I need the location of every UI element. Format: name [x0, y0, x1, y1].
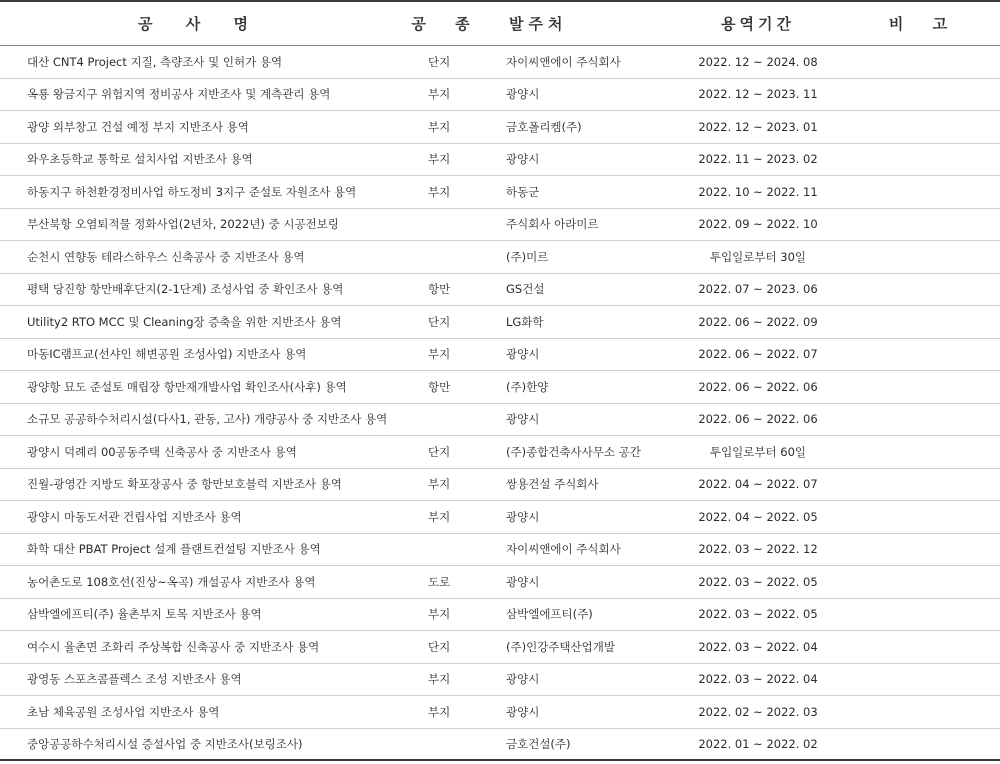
table-body — [0, 46, 1000, 761]
table-row — [0, 176, 1000, 209]
table-row — [0, 241, 1000, 274]
project-name-cell: 와우초등학교 통학로 설치사업 지반조사 용역 — [27, 152, 253, 167]
service-period-cell: 2022. 12 ~ 2024. 08 — [698, 54, 818, 69]
header-client: 발주처 — [509, 15, 568, 33]
work-type-cell: 부지 — [428, 87, 451, 102]
project-name-cell: 소규모 공공하수처리시설(다사1, 관동, 고사) 개량공사 중 지반조사 용역 — [27, 412, 388, 427]
service-period-cell: 2022. 06 ~ 2022. 06 — [698, 379, 818, 394]
client-cell: 광양시 — [506, 509, 540, 524]
client-cell: 광양시 — [506, 87, 540, 102]
client-cell: 광양시 — [506, 347, 540, 362]
service-period-cell: 2022. 02 ~ 2022. 03 — [698, 704, 818, 719]
service-period-cell: 2022. 09 ~ 2022. 10 — [698, 217, 818, 232]
work-type-cell: 단지 — [428, 639, 451, 654]
project-name-cell: 마동IC램프교(선샤인 해변공원 조성사업) 지반조사 용역 — [27, 347, 307, 362]
service-period-cell: 2022. 12 ~ 2023. 01 — [698, 119, 818, 134]
table-row — [0, 79, 1000, 112]
service-period-cell: 2022. 04 ~ 2022. 05 — [698, 509, 818, 524]
client-cell: 삼박엘에프티(주) — [506, 607, 593, 622]
service-period-cell: 2022. 11 ~ 2023. 02 — [698, 152, 818, 167]
work-type-cell: 단지 — [428, 444, 451, 459]
project-name-cell: 대산 CNT4 Project 지질, 측량조사 및 인허가 용역 — [27, 54, 283, 69]
project-name-cell: Utility2 RTO MCC 및 Cleaning장 증축을 위한 지반조사 용역 — [27, 314, 342, 329]
work-type-cell: 항만 — [428, 379, 451, 394]
project-name-cell: 옥룡 왕금지구 위험지역 정비공사 지반조사 및 계측관리 용역 — [27, 87, 331, 102]
service-period-cell: 투입일로부터 60일 — [709, 444, 807, 459]
service-period-cell: 투입일로부터 30일 — [709, 249, 807, 264]
client-cell: (주)미르 — [506, 249, 549, 264]
service-period-cell: 2022. 04 ~ 2022. 07 — [698, 477, 818, 492]
service-period-cell: 2022. 06 ~ 2022. 09 — [698, 314, 818, 329]
client-cell: (주)한양 — [506, 379, 549, 394]
project-name-cell: 초남 체육공원 조성사업 지반조사 용역 — [27, 704, 220, 719]
client-cell: 광양시 — [506, 574, 540, 589]
table-row — [0, 599, 1000, 632]
service-period-cell: 2022. 10 ~ 2022. 11 — [698, 184, 818, 199]
table-row — [0, 144, 1000, 177]
project-name-cell: 삼박엘에프티(주) 율촌부지 토목 지반조사 용역 — [27, 607, 262, 622]
project-name-cell: 평택 당진항 항만배후단지(2-1단계) 조성사업 중 확인조사 용역 — [27, 282, 344, 297]
project-name-cell: 진월-광영간 지방도 확포장공사 중 항만보호블럭 지반조사 용역 — [27, 477, 342, 492]
client-cell: 광양시 — [506, 704, 540, 719]
work-type-cell: 부지 — [428, 119, 451, 134]
table-row — [0, 566, 1000, 599]
work-type-cell: 부지 — [428, 152, 451, 167]
table-row — [0, 371, 1000, 404]
work-type-cell: 부지 — [428, 184, 451, 199]
work-type-cell: 부지 — [428, 509, 451, 524]
project-name-cell: 여수시 율촌면 조화리 주상복합 신축공사 중 지반조사 용역 — [27, 639, 320, 654]
service-period-cell: 2022. 03 ~ 2022. 12 — [698, 542, 818, 557]
work-type-cell: 부지 — [428, 477, 451, 492]
table-row — [0, 339, 1000, 372]
table-row — [0, 306, 1000, 339]
client-cell: GS건설 — [506, 282, 545, 297]
work-type-cell: 항만 — [428, 282, 451, 297]
client-cell: 자이씨앤에이 주식회사 — [506, 54, 621, 69]
client-cell: (주)종합건축사사무소 공간 — [506, 444, 641, 459]
project-name-cell: 중앙공공하수처리시설 증설사업 중 지반조사(보링조사) — [27, 736, 303, 751]
table-row — [0, 631, 1000, 664]
project-name-cell: 광양시 마동도서관 건립사업 지반조사 용역 — [27, 509, 242, 524]
project-name-cell: 광영동 스포츠콤플렉스 조성 지반조사 용역 — [27, 672, 242, 687]
service-period-cell: 2022. 06 ~ 2022. 07 — [698, 347, 818, 362]
project-name-cell: 화학 대산 PBAT Project 설계 플랜트컨설팅 지반조사 용역 — [27, 542, 321, 557]
client-cell: (주)인강주택산업개발 — [506, 639, 615, 654]
table-row — [0, 696, 1000, 729]
project-name-cell: 광양 외부창고 건설 예정 부지 지반조사 용역 — [27, 119, 249, 134]
project-name-cell: 농어촌도로 108호선(진상~옥곡) 개설공사 지반조사 용역 — [27, 574, 316, 589]
table-row — [0, 436, 1000, 469]
client-cell: 금호건설(주) — [506, 736, 571, 751]
work-type-cell: 부지 — [428, 672, 451, 687]
table-row — [0, 664, 1000, 697]
table-row — [0, 501, 1000, 534]
project-name-cell: 하동지구 하천환경정비사업 하도정비 3지구 준설토 자원조사 용역 — [27, 184, 357, 199]
work-type-cell: 부지 — [428, 704, 451, 719]
header-project-name: 공 사 명 — [138, 15, 262, 33]
project-name-cell: 광양시 덕례리 00공동주택 신축공사 중 지반조사 용역 — [27, 444, 297, 459]
header-work-type: 공 종 — [411, 15, 482, 33]
project-name-cell: 부산북항 오염퇴적물 정화사업(2년차, 2022년) 중 시공전보링 — [27, 217, 339, 232]
service-period-cell: 2022. 12 ~ 2023. 11 — [698, 87, 818, 102]
table-row — [0, 729, 1000, 762]
service-period-cell: 2022. 07 ~ 2023. 06 — [698, 282, 818, 297]
table-row — [0, 46, 1000, 79]
header-note: 비 고 — [888, 15, 960, 33]
table-row — [0, 469, 1000, 502]
client-cell: 금호폴리켐(주) — [506, 119, 582, 134]
service-period-cell: 2022. 03 ~ 2022. 04 — [698, 639, 818, 654]
table-header-row — [0, 2, 1000, 46]
header-service-period: 용역기간 — [721, 15, 795, 33]
client-cell: 주식회사 아라미르 — [506, 217, 599, 232]
service-period-cell: 2022. 03 ~ 2022. 04 — [698, 672, 818, 687]
client-cell: 광양시 — [506, 152, 540, 167]
project-name-cell: 광양항 묘도 준설토 매립장 항만재개발사업 확인조사(사후) 용역 — [27, 379, 347, 394]
service-period-cell: 2022. 03 ~ 2022. 05 — [698, 574, 818, 589]
work-type-cell: 부지 — [428, 607, 451, 622]
service-period-cell: 2022. 01 ~ 2022. 02 — [698, 736, 818, 751]
client-cell: 광양시 — [506, 412, 540, 427]
project-name-cell: 순천시 연향동 테라스하우스 신축공사 중 지반조사 용역 — [27, 249, 305, 264]
work-type-cell: 단지 — [428, 314, 451, 329]
work-type-cell: 도로 — [428, 574, 451, 589]
table-row — [0, 111, 1000, 144]
client-cell: 광양시 — [506, 672, 540, 687]
work-type-cell: 부지 — [428, 347, 451, 362]
work-type-cell: 단지 — [428, 54, 451, 69]
table-row — [0, 404, 1000, 437]
table-row — [0, 209, 1000, 242]
service-period-cell: 2022. 06 ~ 2022. 06 — [698, 412, 818, 427]
client-cell: 쌍용건설 주식회사 — [506, 477, 599, 492]
client-cell: 하동군 — [506, 184, 540, 199]
table-row — [0, 534, 1000, 567]
client-cell: 자이씨앤에이 주식회사 — [506, 542, 621, 557]
service-period-cell: 2022. 03 ~ 2022. 05 — [698, 607, 818, 622]
table-row — [0, 274, 1000, 307]
client-cell: LG화학 — [506, 314, 544, 329]
